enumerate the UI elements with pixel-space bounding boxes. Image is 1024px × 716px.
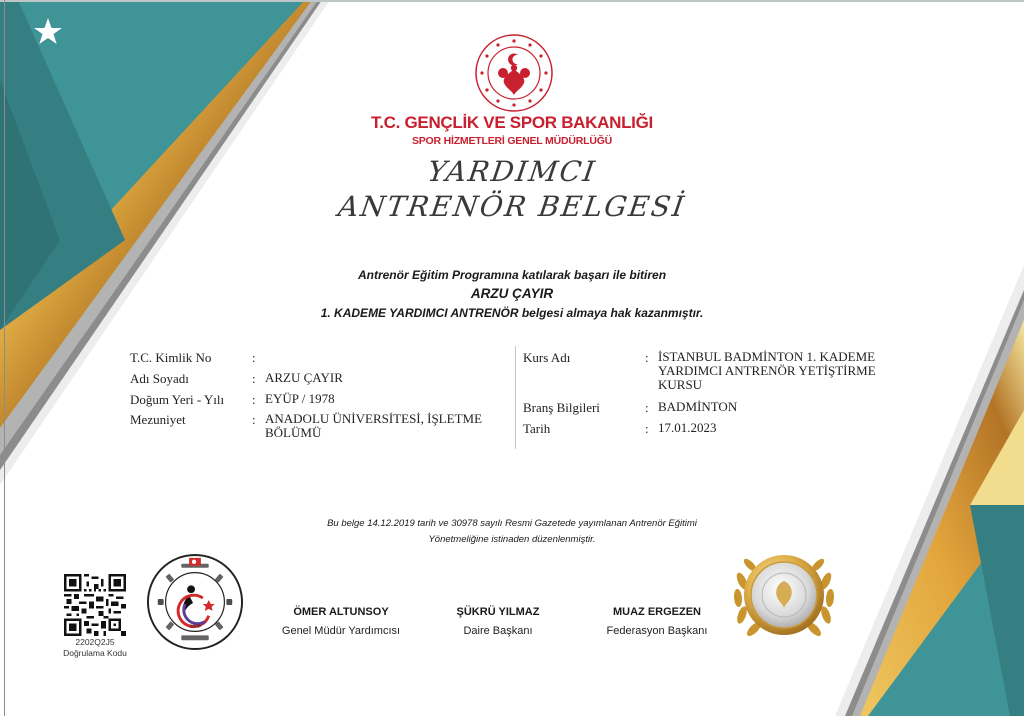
page-border [0, 0, 1024, 2]
signatory-role: Federasyon Başkanı [606, 625, 708, 637]
info-label: Tarih [523, 421, 551, 436]
gold-medal-icon [728, 543, 840, 647]
signatory-name: MUAZ ERGEZEN [613, 606, 701, 618]
info-separator: : [645, 421, 649, 436]
info-separator: : [252, 412, 256, 427]
ministry-name: T.C. GENÇLİK VE SPOR BAKANLIĞI [371, 113, 653, 132]
signatory-name: ŞÜKRÜ YILMAZ [456, 606, 540, 618]
directorate-name: SPOR HİZMETLERİ GENEL MÜDÜRLÜĞÜ [411, 135, 613, 147]
info-value: BADMİNTON [658, 399, 738, 414]
document-title-line1: YARDIMCI [425, 155, 599, 188]
legal-note-line1: Bu belge 14.12.2019 tarih ve 30978 sayılı Resmi Gazetede yayımlanan Antrenör Eğitimi [327, 518, 697, 529]
award-statement: 1. KADEME YARDIMCI ANTRENÖR belgesi almaya hak kazanmıştır. [320, 306, 704, 320]
info-value: 17.01.2023 [658, 420, 717, 435]
document-title-line2: ANTRENÖR BELGESİ [336, 190, 688, 223]
info-separator: : [252, 392, 256, 407]
info-label: Branş Bilgileri [523, 400, 600, 415]
verification-code: 2202Q2J5 [75, 637, 115, 647]
verification-label: Doğrulama Kodu [63, 648, 127, 658]
info-label: Kurs Adı [523, 350, 571, 365]
signatory-2 [408, 606, 588, 637]
info-separator: : [252, 350, 256, 365]
info-separator: : [645, 400, 649, 415]
signatory-name: ÖMER ALTUNSOY [293, 606, 389, 618]
course-info [523, 350, 903, 460]
info-value: ARZU ÇAYIR [265, 370, 343, 385]
signatory-1 [251, 606, 431, 637]
holder-name: ARZU ÇAYIR [470, 286, 554, 301]
info-label: Doğum Yeri - Yılı [130, 392, 225, 407]
column-divider [515, 346, 516, 449]
page-border [4, 0, 5, 716]
signatory-role: Genel Müdür Yardımcısı [281, 625, 401, 637]
federation-seal-icon [146, 553, 244, 651]
personal-info [130, 350, 500, 460]
ministry-emblem-icon [474, 33, 554, 113]
legal-note-line2: Yönetmeliğine istinaden düzenlenmiştir. [428, 534, 596, 545]
svg-text:2000: 2000 [189, 624, 201, 630]
info-separator: : [645, 350, 649, 365]
info-label: Adı Soyadı [130, 371, 189, 386]
qr-code-icon[interactable] [64, 574, 126, 636]
info-value: İSTANBUL BADMİNTON 1. KADEME YARDIMCI ANTRENÖR YETİŞTİRME KURSU [658, 349, 876, 392]
signatory-role: Daire Başkanı [463, 625, 533, 637]
info-value: ANADOLU ÜNİVERSİTESİ, İŞLETME BÖLÜMÜ [265, 411, 483, 440]
info-separator: : [252, 371, 256, 386]
statement-intro: Antrenör Eğitim Programına katılarak başarı ile bitiren [357, 268, 667, 282]
legal-note [0, 516, 1024, 548]
signatory-3 [567, 606, 747, 637]
info-label: Mezuniyet [130, 412, 186, 427]
info-label: T.C. Kimlik No [130, 350, 212, 365]
info-value: EYÜP / 1978 [265, 391, 335, 406]
